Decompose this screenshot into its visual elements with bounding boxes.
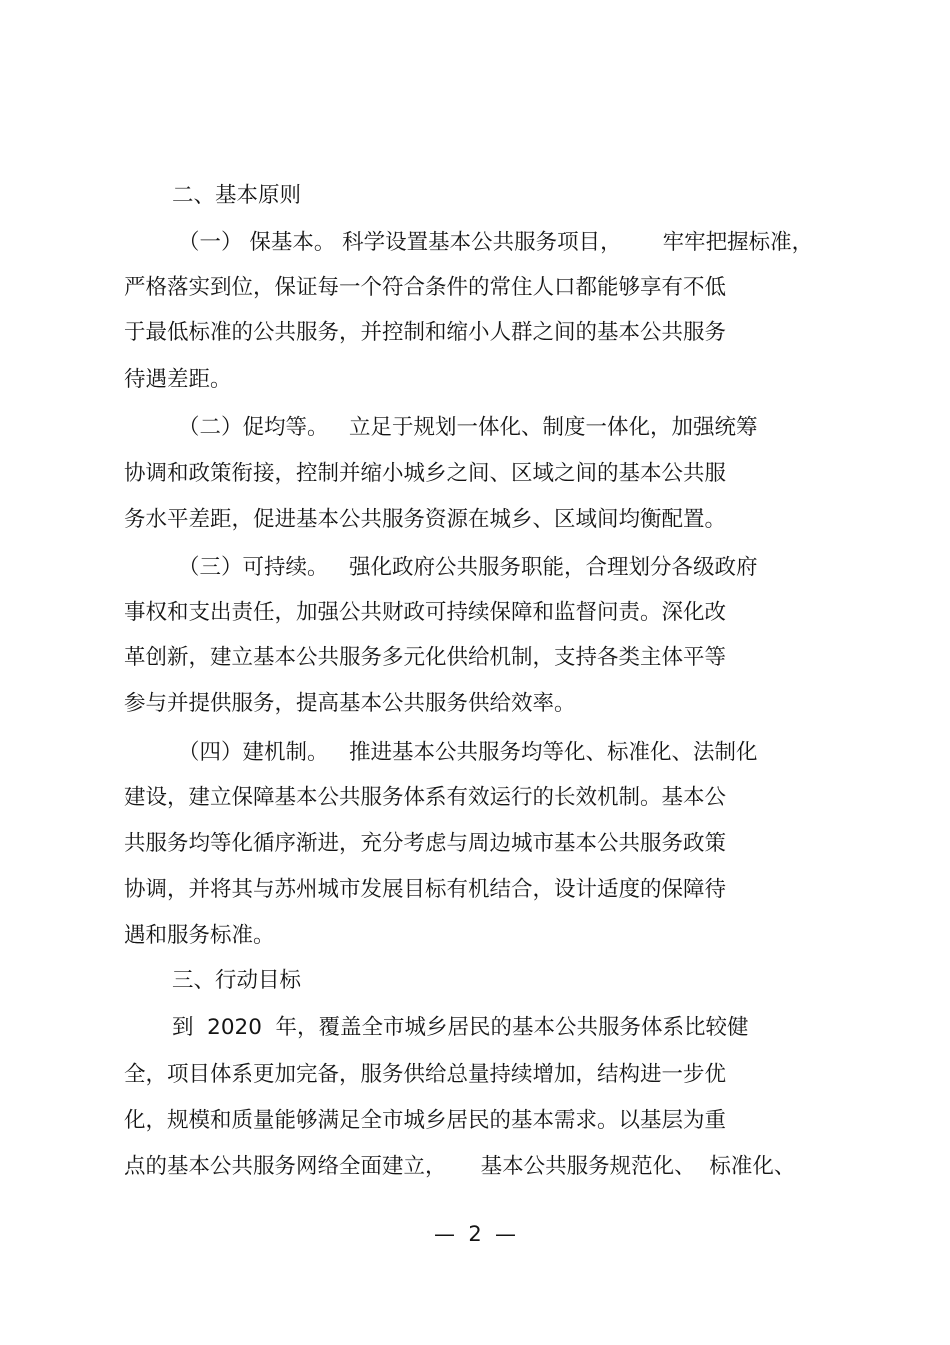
page-number: — 2 — <box>433 1222 517 1246</box>
paragraph-line: 遇和服务标准。 <box>124 923 275 948</box>
paragraph-line: 共服务均等化循序渐进，充分考虑与周边城市基本公共服务政策 <box>124 831 727 856</box>
paragraph-line: 协调和政策衔接，控制并缩小城乡之间、区域之间的基本公共服 <box>124 461 727 486</box>
paragraph-line: 全，项目体系更加完备，服务供给总量持续增加，结构进一步优 <box>124 1062 727 1087</box>
paragraph-line: 点的基本公共服务网络全面建立， 基本公共服务规范化、 标准化、 <box>124 1154 796 1179</box>
paragraph-line: （三）可持续。 强化政府公共服务职能，合理划分各级政府 <box>178 555 758 580</box>
paragraph-line: 严格落实到位，保证每一个符合条件的常住人口都能够享有不低 <box>124 275 727 300</box>
paragraph-line: 建设，建立保障基本公共服务体系有效运行的长效机制。基本公 <box>124 785 727 810</box>
paragraph-line: 务水平差距，促进基本公共服务资源在城乡、区域间均衡配置。 <box>124 507 727 532</box>
paragraph-line: 于最低标准的公共服务，并控制和缩小人群之间的基本公共服务 <box>124 320 727 345</box>
paragraph-line: 化，规模和质量能够满足全市城乡居民的基本需求。以基层为重 <box>124 1108 727 1133</box>
paragraph-line: （一） 保基本。 科学设置基本公共服务项目， 牢牢把握标准， <box>178 230 814 255</box>
paragraph-line: 待遇差距。 <box>124 367 232 392</box>
section-heading: 三、行动目标 <box>172 968 302 993</box>
paragraph-line: （四）建机制。 推进基本公共服务均等化、标准化、法制化 <box>178 740 758 765</box>
section-heading: 二、基本原则 <box>172 183 302 208</box>
paragraph-line: 事权和支出责任，加强公共财政可持续保障和监督问责。深化改 <box>124 600 727 625</box>
paragraph-line: 革创新，建立基本公共服务多元化供给机制，支持各类主体平等 <box>124 645 727 670</box>
paragraph-line: 到 2020 年，覆盖全市城乡居民的基本公共服务体系比较健 <box>172 1015 749 1040</box>
paragraph-line: （二）促均等。 立足于规划一体化、制度一体化，加强统筹 <box>178 415 758 440</box>
paragraph-line: 参与并提供服务，提高基本公共服务供给效率。 <box>124 691 576 716</box>
paragraph-line: 协调，并将其与苏州城市发展目标有机结合，设计适度的保障待 <box>124 877 727 902</box>
